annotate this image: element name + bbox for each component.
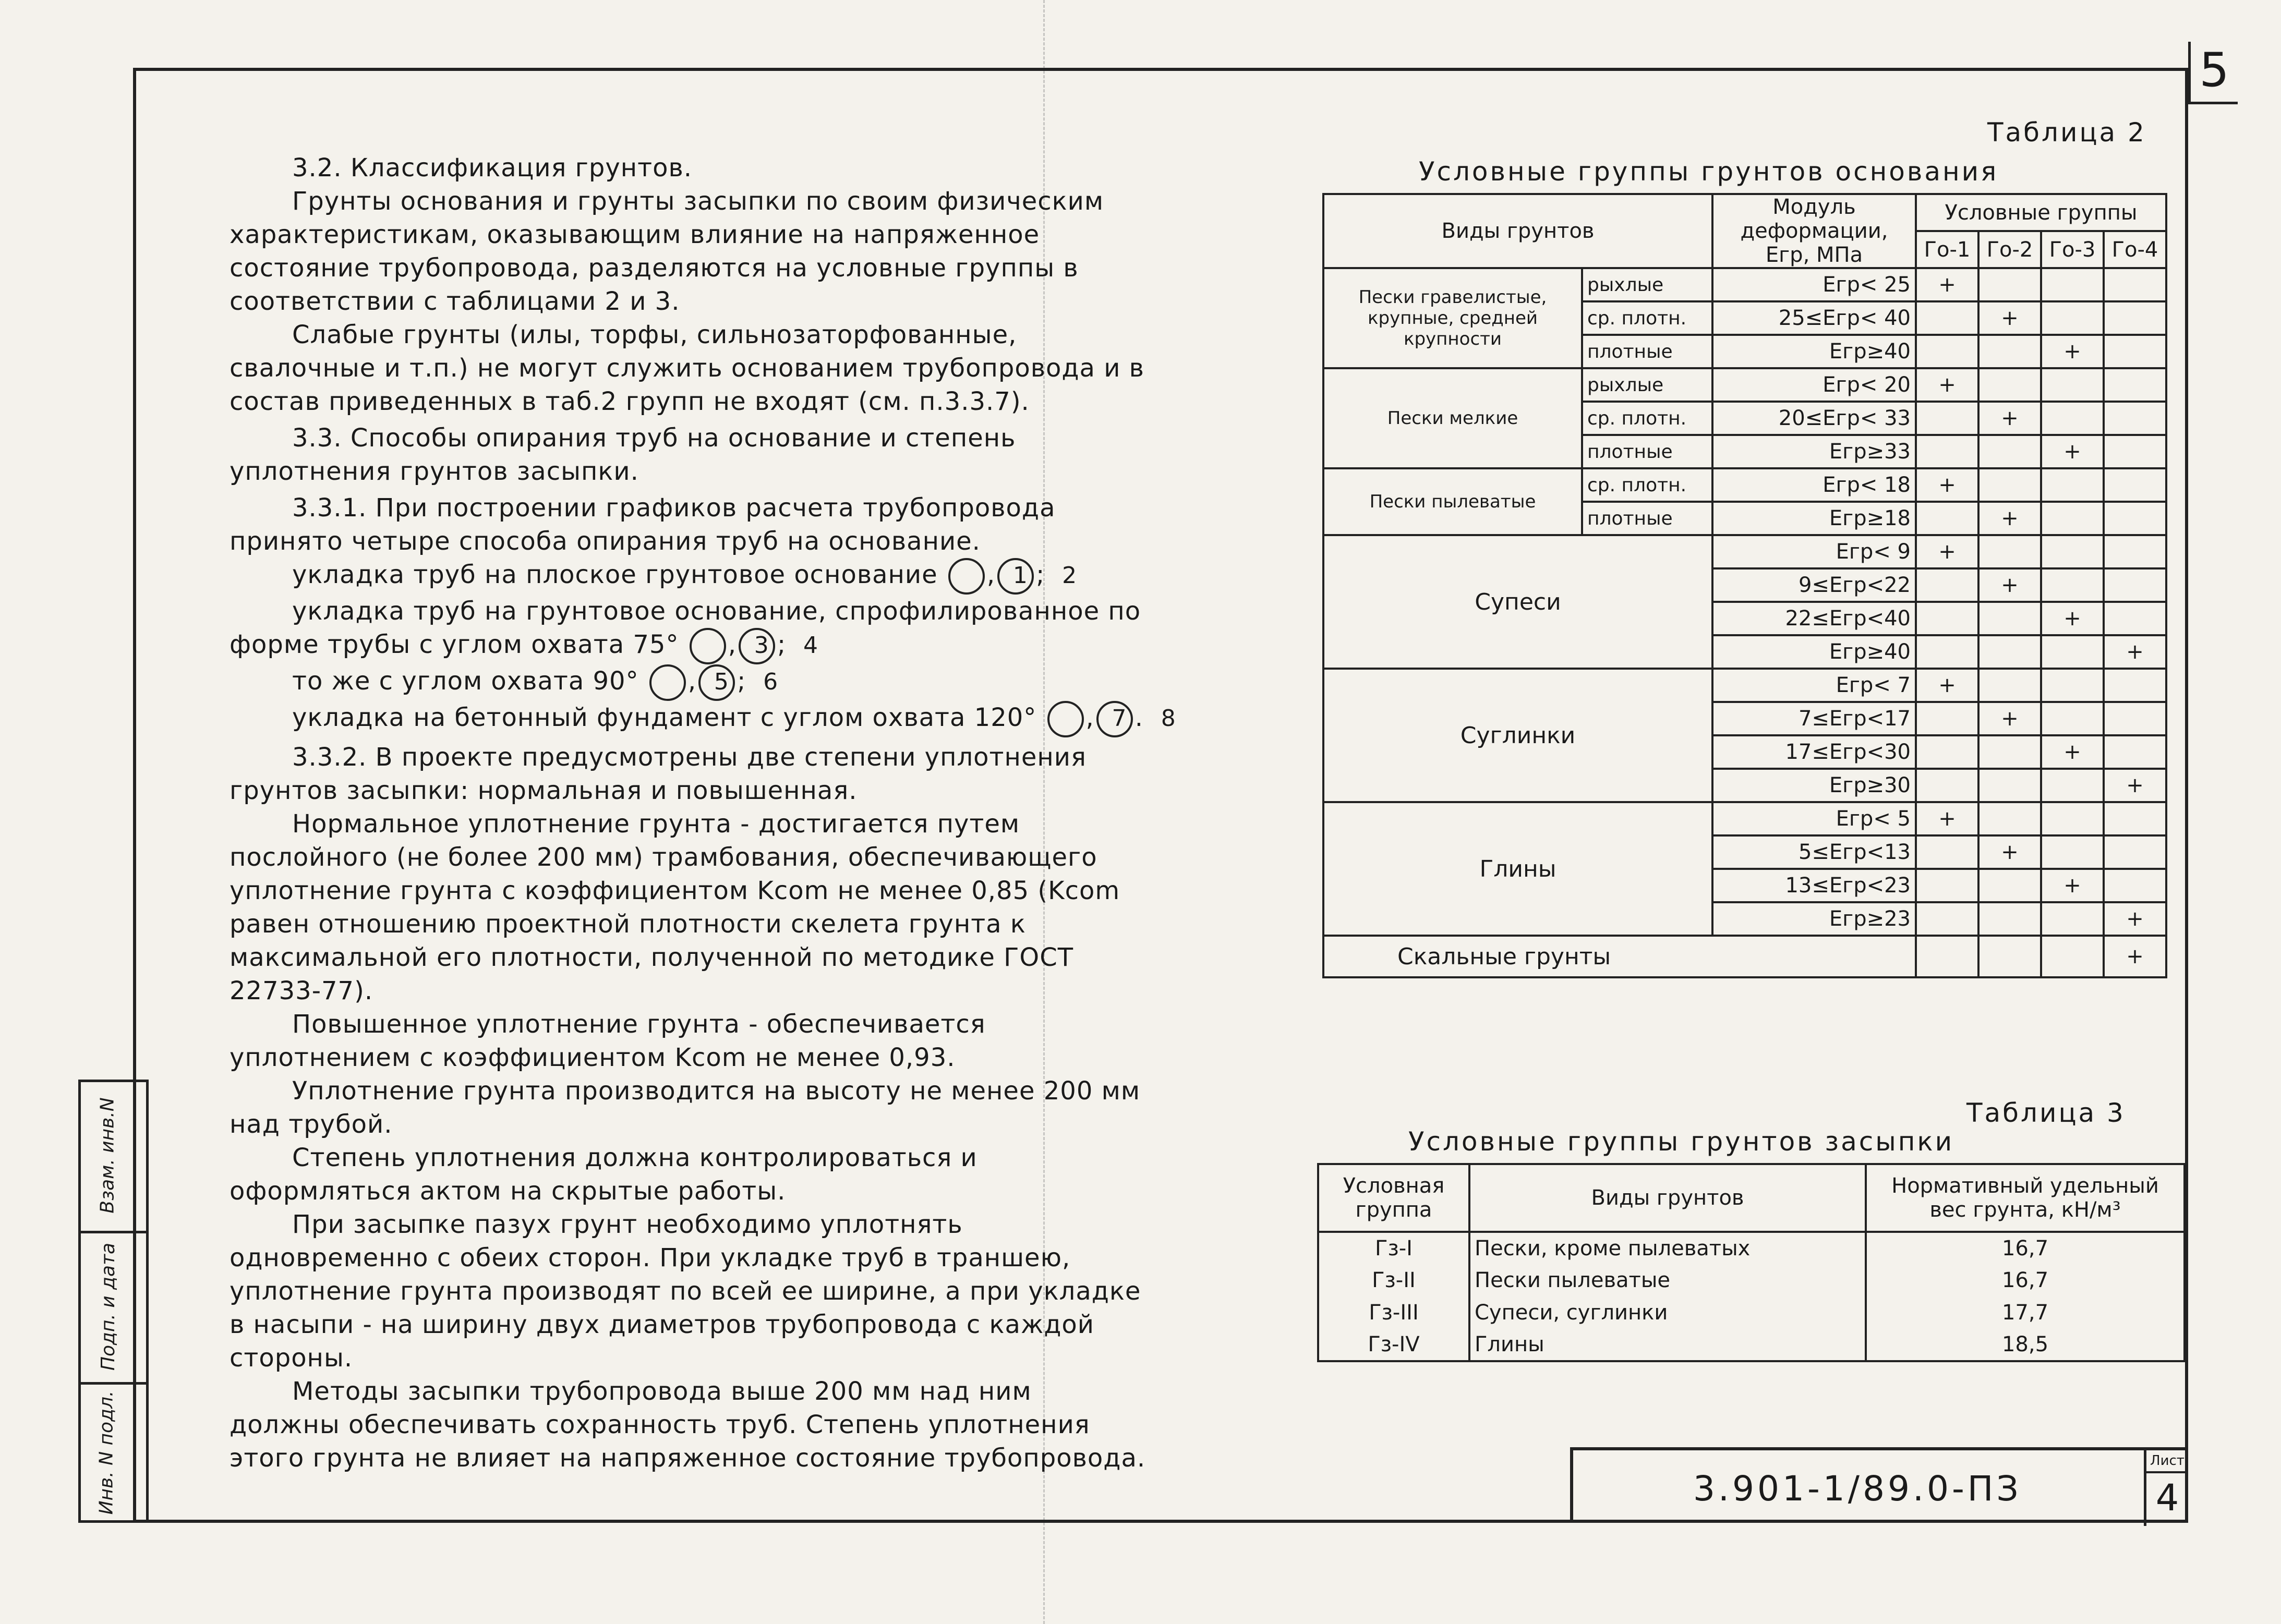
cell-group-mark: + (1916, 802, 1978, 835)
cell-modulus: Eгр< 7 (1712, 669, 1916, 702)
table-header-row (1318, 1164, 2185, 1232)
cell-weight: 18,5 (1866, 1329, 2185, 1361)
cell-modulus: 20≤Eгр< 33 (1712, 402, 1916, 435)
sidebar-cell-1 (81, 1082, 146, 1233)
cell-group-mark (2104, 268, 2166, 301)
table-row (1318, 1232, 2185, 1264)
cell-group-mark: + (1978, 568, 2041, 602)
cell-group-mark (2104, 835, 2166, 869)
cell-group-mark: + (1978, 702, 2041, 735)
cell-modulus: 5≤Eгр<13 (1712, 835, 1916, 869)
sidebar-label: Взам. инв.N (96, 1097, 118, 1214)
table2-body (1323, 194, 2166, 977)
header-kind: Виды грунтов (1323, 194, 1712, 268)
page-number: 5 (2188, 42, 2238, 104)
cell-modulus: 7≤Eгр<17 (1712, 702, 1916, 735)
cell-group-mark (1978, 669, 2041, 702)
cell-soil-kind: Пески гравелистые, крупные, средней крупности (1323, 268, 1582, 368)
cell-weight: 16,7 (1866, 1264, 2185, 1296)
cell-modulus: Eгр< 25 (1712, 268, 1916, 301)
circle-mark: 2 (997, 558, 1034, 595)
cell-modulus: 25≤Eгр< 40 (1712, 301, 1916, 335)
cell-density: плотные (1582, 435, 1712, 468)
method-text: укладка труб на грунтовое основание, спрофилированное по форме трубы с углом охвата 75° (230, 597, 1141, 659)
cell-density: ср. плотн. (1582, 402, 1712, 435)
cell-group-mark (1978, 468, 2041, 502)
cell-group-mark (2104, 602, 2166, 635)
table3 (1317, 1163, 2186, 1362)
circle-mark: 8 (1096, 701, 1133, 737)
cell-group-mark (1916, 568, 1978, 602)
section-title: 3.2. Классификация грунтов. (292, 153, 692, 183)
cell-modulus: Eгр< 9 (1712, 535, 1916, 568)
header-weight: Нормативный удельный вес грунта, кН/м³ (1866, 1164, 2185, 1232)
cell-modulus: Eгр< 5 (1712, 802, 1916, 835)
cell-group-mark: + (1978, 835, 2041, 869)
cell-group-mark (1916, 602, 1978, 635)
table-header-row (1323, 194, 2166, 231)
paragraph: Грунты основания и грунты засыпки по своим физическим характеристикам, оказывающим влияние на напряженное состояние трубопровода, разделяются на условные группы в соответствии с таблицами 2 и 3. (230, 187, 1104, 316)
cell-group-mark (1916, 835, 1978, 869)
cell-group: Гз-III (1318, 1296, 1469, 1329)
cell-group-mark: + (2104, 635, 2166, 669)
cell-group-mark: + (2041, 335, 2104, 368)
cell-modulus: 9≤Eгр<22 (1712, 568, 1916, 602)
cell-group-mark (2104, 368, 2166, 402)
sidebar-label: Подп. и дата (98, 1242, 119, 1371)
cell-group-mark (1916, 702, 1978, 735)
title-block (1570, 1447, 2188, 1523)
table-row (1323, 802, 2166, 835)
sidebar-cell-2 (81, 1233, 146, 1385)
cell-group-mark: + (2041, 869, 2104, 902)
cell-group-mark: + (2104, 936, 2166, 977)
method-item: то же с углом охвата 90° 5, 6; (230, 664, 1148, 701)
sidebar-stamp (78, 1080, 149, 1523)
cell-group-mark: + (1978, 402, 2041, 435)
sheet-box (2144, 1450, 2188, 1526)
method-text: то же с углом охвата 90° (292, 666, 639, 696)
cell-group-mark (2041, 468, 2104, 502)
sheet-label: Лист (2146, 1450, 2188, 1473)
table2 (1322, 193, 2167, 978)
cell-group-mark (1978, 602, 2041, 635)
cell-group-mark: + (1916, 669, 1978, 702)
cell-group-mark (2041, 936, 2104, 977)
left-text-column (230, 151, 1176, 1475)
table-row (1323, 468, 2166, 502)
cell-soil-kind: Пески пылеватые (1323, 468, 1582, 535)
circle-mark: 6 (698, 664, 735, 701)
cell-group-mark (2104, 669, 2166, 702)
cell-group-mark (1978, 936, 2041, 977)
cell-weight: 17,7 (1866, 1296, 2185, 1329)
cell-modulus: Eгр≥40 (1712, 635, 1916, 669)
table2-label: Таблица 2 (1987, 117, 2146, 148)
cell-group-mark: + (1978, 301, 2041, 335)
cell-group-mark (2041, 802, 2104, 835)
cell-group-mark (2104, 301, 2166, 335)
cell-group-mark (2104, 335, 2166, 368)
cell-modulus: 13≤Eгр<23 (1712, 869, 1916, 902)
cell-density: рыхлые (1582, 368, 1712, 402)
subsection-title: 3.3. Способы опирания труб на основание и степень уплотнения грунтов засыпки. (230, 423, 1016, 486)
cell-group-mark: + (2041, 602, 2104, 635)
cell-group-mark: + (1916, 535, 1978, 568)
cell-group: Гз-I (1318, 1232, 1469, 1264)
paragraph: Методы засыпки трубопровода выше 200 мм над ним должны обеспечивать сохранность труб. Степень уплотнения этого грунта не влияет на напряженное состояние трубопровода. (230, 1377, 1146, 1473)
cell-group-mark: + (1916, 268, 1978, 301)
cell-group-mark (2041, 301, 2104, 335)
cell-group-mark (1916, 635, 1978, 669)
cell-modulus: 17≤Eгр<30 (1712, 735, 1916, 769)
cell-group-mark (1978, 735, 2041, 769)
cell-group-mark (1916, 402, 1978, 435)
cell-group-mark (2041, 702, 2104, 735)
cell-group-mark (2104, 802, 2166, 835)
sheet-number: 4 (2155, 1476, 2179, 1519)
cell-group-mark (1978, 435, 2041, 468)
circle-mark: 3 (690, 628, 726, 664)
method-item: укладка труб на плоское грунтовое основание 1, 2; (230, 558, 1148, 595)
cell-group-mark (1916, 869, 1978, 902)
cell-kind: Пески пылеватые (1469, 1264, 1866, 1296)
circle-mark: 7 (1047, 701, 1084, 737)
table3-body (1318, 1164, 2185, 1361)
cell-group-mark (2104, 735, 2166, 769)
cell-group-mark (2041, 669, 2104, 702)
cell-group-mark (2041, 568, 2104, 602)
header-groups: Условные группы (1916, 194, 2166, 231)
cell-group-mark (1916, 502, 1978, 535)
cell-density: ср. плотн. (1582, 468, 1712, 502)
cell-group-mark (1916, 769, 1978, 802)
cell-modulus: Eгр< 20 (1712, 368, 1916, 402)
cell-group-mark (2041, 402, 2104, 435)
cell-rock: Скальные грунты (1323, 936, 1916, 977)
table3-title: Условные группы грунтов засыпки (1408, 1126, 1954, 1157)
cell-density: ср. плотн. (1582, 301, 1712, 335)
cell-modulus: 22≤Eгр<40 (1712, 602, 1916, 635)
cell-group-mark (1916, 936, 1978, 977)
cell-group-mark (2104, 869, 2166, 902)
cell-kind: Пески, кроме пылеватых (1469, 1232, 1866, 1264)
cell-group-mark (1978, 869, 2041, 902)
group-col: Го-3 (2041, 231, 2104, 268)
circle-mark: 4 (739, 628, 775, 664)
cell-group-mark (1916, 301, 1978, 335)
cell-soil-kind: Супеси (1323, 535, 1712, 669)
cell-density: рыхлые (1582, 268, 1712, 301)
circle-mark: 5 (649, 664, 686, 701)
cell-group-mark (1978, 769, 2041, 802)
group-col: Го-4 (2104, 231, 2166, 268)
circle-mark: 1 (948, 558, 985, 595)
cell-group-mark (2041, 835, 2104, 869)
table-row (1323, 368, 2166, 402)
cell-group-mark (1978, 535, 2041, 568)
cell-group-mark (2041, 769, 2104, 802)
cell-group-mark (2041, 635, 2104, 669)
cell-group-mark: + (1916, 368, 1978, 402)
paragraph: Нормальное уплотнение грунта - достигается путем послойного (не более 200 мм) трамбования, обеспечивающего уплотнение грунта с коэффициентом Kcom не менее 0,85 (Kcom равен отношению проектной плотности скелета грунта к максимальной его плотности, полученной по методике ГОСТ 22733-77). (230, 809, 1120, 1005)
method-item: укладка труб на грунтовое основание, спрофилированное по форме трубы с углом охвата 75° 3, 4; (230, 595, 1148, 664)
cell-soil-kind: Глины (1323, 802, 1712, 936)
method-text: укладка труб на плоское грунтовое основание (292, 560, 938, 589)
cell-group-mark (1978, 802, 2041, 835)
table2-title: Условные группы грунтов основания (1419, 156, 1999, 187)
cell-density: плотные (1582, 502, 1712, 535)
cell-group-mark (2104, 402, 2166, 435)
cell-group-mark (2104, 568, 2166, 602)
document-code: 3.901-1/89.0-ПЗ (1693, 1469, 2022, 1509)
cell-group-mark: + (2041, 435, 2104, 468)
paragraph: Степень уплотнения должна контролироваться и оформляться актом на скрытые работы. (230, 1143, 977, 1206)
method-item: укладка на бетонный фундамент с углом охвата 120° 7, 8. (230, 701, 1148, 737)
cell-group-mark (1978, 268, 2041, 301)
cell-soil-kind: Суглинки (1323, 669, 1712, 802)
cell-modulus: Eгр≥23 (1712, 902, 1916, 936)
cell-group-mark (2041, 268, 2104, 301)
sidebar-label: Инв. N подл. (95, 1390, 117, 1515)
cell-group-mark (1916, 902, 1978, 936)
group-col: Го-2 (1978, 231, 2041, 268)
cell-group-mark (1978, 902, 2041, 936)
cell-group-mark: + (2104, 769, 2166, 802)
cell-group-mark (1916, 335, 1978, 368)
table-row (1318, 1296, 2185, 1329)
table-row (1323, 669, 2166, 702)
header-modulus: Модуль деформации, Eгр, МПа (1712, 194, 1916, 268)
cell-group-mark (2104, 702, 2166, 735)
method-text: укладка на бетонный фундамент с углом охвата 120° (292, 703, 1037, 732)
cell-modulus: Eгр≥40 (1712, 335, 1916, 368)
paragraph: 3.3.1. При построении графиков расчета трубопровода принято четыре способа опирания труб на основание. (230, 493, 1056, 556)
cell-group-mark (2041, 502, 2104, 535)
table-row (1323, 268, 2166, 301)
cell-group-mark (2104, 468, 2166, 502)
paragraph: 3.3.2. В проекте предусмотрены две степени уплотнения грунтов засыпки: нормальная и повышенная. (230, 743, 1087, 805)
cell-group-mark (2104, 535, 2166, 568)
header-group: Условная группа (1318, 1164, 1469, 1232)
cell-group-mark (1978, 368, 2041, 402)
cell-kind: Супеси, суглинки (1469, 1296, 1866, 1329)
cell-group-mark (2041, 535, 2104, 568)
cell-modulus: Eгр≥33 (1712, 435, 1916, 468)
cell-group: Гз-II (1318, 1264, 1469, 1296)
group-col: Го-1 (1916, 231, 1978, 268)
cell-modulus: Eгр≥30 (1712, 769, 1916, 802)
cell-modulus: Eгр≥18 (1712, 502, 1916, 535)
paragraph: Повышенное уплотнение грунта - обеспечивается уплотнением с коэффициентом Kcom не менее 0,93. (230, 1010, 986, 1072)
cell-kind: Глины (1469, 1329, 1866, 1361)
cell-group-mark (2104, 502, 2166, 535)
table3-label: Таблица 3 (1966, 1098, 2126, 1128)
cell-group-mark (1916, 735, 1978, 769)
cell-group-mark: + (1916, 468, 1978, 502)
cell-group-mark: + (1978, 502, 2041, 535)
table-row (1318, 1329, 2185, 1361)
table-row (1318, 1264, 2185, 1296)
header-kind: Виды грунтов (1469, 1164, 1866, 1232)
cell-group: Гз-IV (1318, 1329, 1469, 1361)
cell-group-mark (1916, 435, 1978, 468)
cell-group-mark: + (2104, 902, 2166, 936)
table-row (1323, 535, 2166, 568)
cell-group-mark: + (2041, 735, 2104, 769)
sidebar-cell-3 (81, 1385, 146, 1520)
paragraph: Слабые грунты (илы, торфы, сильнозаторфованные, свалочные и т.п.) не могут служить основанием трубопровода и в состав приведенных в таб.2 групп не входят (см. п.3.3.7). (230, 320, 1144, 416)
cell-modulus: Eгр< 18 (1712, 468, 1916, 502)
table-row (1323, 936, 2166, 977)
cell-group-mark (1978, 635, 2041, 669)
cell-group-mark (2104, 435, 2166, 468)
cell-group-mark (2041, 902, 2104, 936)
paragraph: При засыпке пазух грунт необходимо уплотнять одновременно с обеих сторон. При укладке труб в траншею, уплотнение грунта производят по всей ее ширине, а при укладке в насыпи - на ширину двух диаметров трубопровода с каждой стороны. (230, 1210, 1141, 1373)
cell-weight: 16,7 (1866, 1232, 2185, 1264)
paragraph: Уплотнение грунта производится на высоту не менее 200 мм над трубой. (230, 1076, 1141, 1139)
cell-group-mark (2041, 368, 2104, 402)
cell-soil-kind: Пески мелкие (1323, 368, 1582, 468)
cell-group-mark (1978, 335, 2041, 368)
cell-density: плотные (1582, 335, 1712, 368)
